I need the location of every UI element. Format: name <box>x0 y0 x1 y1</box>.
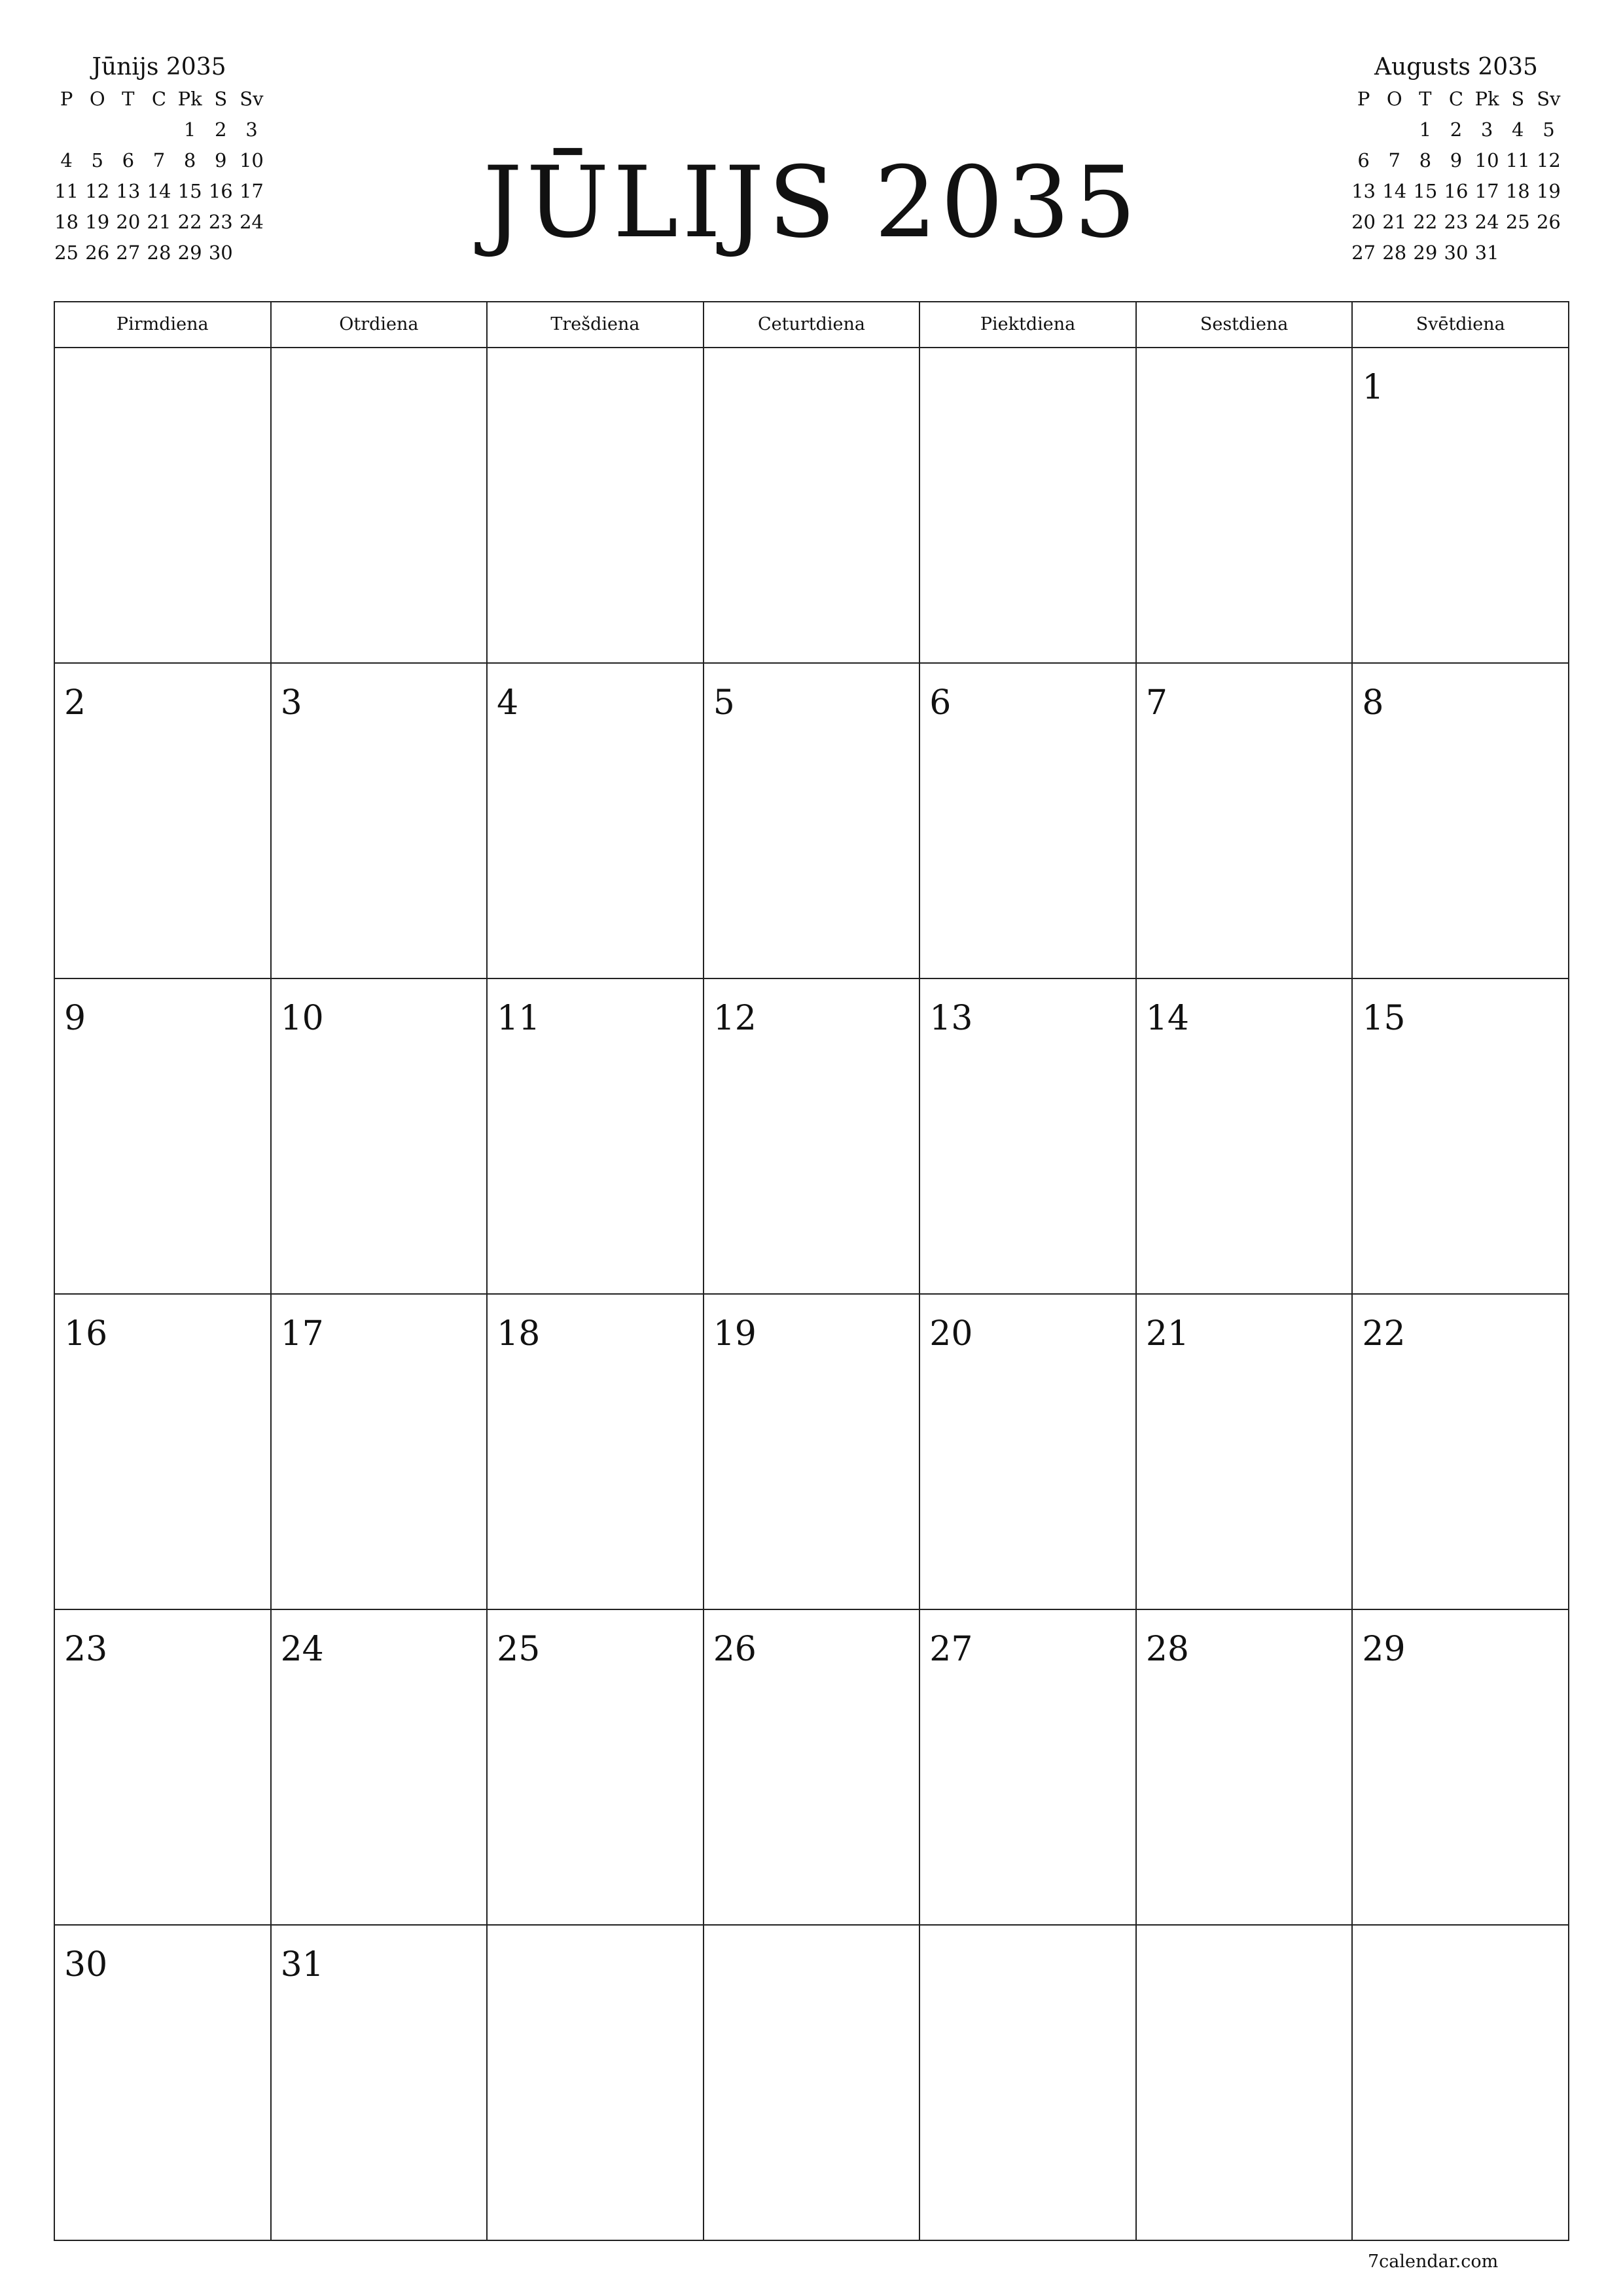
mini-day: 29 <box>1413 242 1438 264</box>
day-number: 13 <box>929 999 973 1038</box>
day-number: 29 <box>1362 1630 1406 1669</box>
mini-day <box>1348 115 1379 145</box>
week-row <box>55 1295 1569 1610</box>
day-cell <box>272 1926 488 2241</box>
mini-day: 8 <box>1419 149 1432 171</box>
mini-day: 26 <box>85 242 110 264</box>
mini-day: 30 <box>1444 242 1469 264</box>
day-cell <box>1137 1295 1353 1610</box>
mini-day: 13 <box>116 180 141 202</box>
mini-day: 8 <box>183 149 196 171</box>
day-cell <box>704 664 921 979</box>
mini-day: 9 <box>1450 149 1463 171</box>
mini-day: 11 <box>1505 149 1530 171</box>
mini-day: 27 <box>1351 242 1376 264</box>
mini-day: 10 <box>239 149 264 171</box>
day-cell <box>920 1610 1137 1926</box>
mini-weekday: O <box>89 88 105 110</box>
mini-day: 15 <box>1413 180 1438 202</box>
day-number: 15 <box>1362 999 1406 1038</box>
mini-day: 23 <box>1444 211 1469 233</box>
mini-day: 4 <box>60 149 73 171</box>
mini-day: 14 <box>1382 180 1407 202</box>
mini-day: 17 <box>1474 180 1499 202</box>
mini-day: 5 <box>1543 118 1555 141</box>
mini-day: 2 <box>215 118 227 141</box>
day-cell <box>488 1926 704 2241</box>
day-number: 31 <box>280 1945 324 1984</box>
day-number: 22 <box>1362 1314 1406 1354</box>
day-cell <box>272 348 488 664</box>
mini-weekday: S <box>1511 88 1525 110</box>
weekday-header-row <box>55 302 1569 348</box>
mini-day: 6 <box>1357 149 1370 171</box>
day-number: 24 <box>280 1630 324 1669</box>
mini-day: 28 <box>1382 242 1407 264</box>
mini-day: 6 <box>122 149 135 171</box>
mini-weekday: Sv <box>1537 88 1561 110</box>
day-cell <box>1353 979 1569 1295</box>
day-cell <box>272 1295 488 1610</box>
day-number: 17 <box>280 1314 324 1354</box>
day-cell <box>1137 979 1353 1295</box>
mini-day: 25 <box>1505 211 1530 233</box>
day-cell <box>55 1926 272 2241</box>
mini-day: 1 <box>183 118 196 141</box>
mini-day: 13 <box>1351 180 1376 202</box>
day-number: 20 <box>929 1314 973 1354</box>
week-row <box>55 979 1569 1295</box>
mini-day: 7 <box>152 149 166 171</box>
day-number: 10 <box>280 999 324 1038</box>
day-cell <box>704 1926 921 2241</box>
mini-day: 15 <box>177 180 202 202</box>
weekday-header-sunday: Svētdiena <box>1353 302 1569 348</box>
day-cell <box>488 1295 704 1610</box>
day-cell <box>55 664 272 979</box>
day-cell <box>488 979 704 1295</box>
day-cell <box>1137 1926 1353 2241</box>
mini-day <box>1379 115 1410 145</box>
month-grid <box>54 301 1569 2241</box>
mini-day: 23 <box>208 211 233 233</box>
day-cell <box>272 664 488 979</box>
day-number: 2 <box>64 683 86 723</box>
day-number: 14 <box>1145 999 1190 1038</box>
mini-weekday: S <box>214 88 228 110</box>
mini-day: 17 <box>239 180 264 202</box>
week-row <box>55 1926 1569 2241</box>
mini-weekday: T <box>1419 88 1432 110</box>
day-cell <box>1137 664 1353 979</box>
weekday-header-wednesday: Trešdiena <box>488 302 704 348</box>
mini-day: 7 <box>1388 149 1400 171</box>
day-number: 25 <box>497 1630 541 1669</box>
day-cell <box>272 1610 488 1926</box>
mini-day: 19 <box>1536 180 1561 202</box>
mini-weekday: Pk <box>177 88 202 110</box>
mini-weekday: C <box>151 88 167 110</box>
day-cell <box>1353 1295 1569 1610</box>
mini-day: 3 <box>1480 118 1493 141</box>
mini-calendar-next-month <box>1348 51 1564 268</box>
mini-day: 3 <box>245 118 258 141</box>
mini-day: 14 <box>147 180 171 202</box>
footer-watermark: 7calendar.com <box>1368 2251 1499 2272</box>
mini-day: 1 <box>1419 118 1432 141</box>
mini-day: 25 <box>54 242 79 264</box>
mini-day: 9 <box>215 149 227 171</box>
mini-day: 18 <box>54 211 79 233</box>
day-cell <box>1137 348 1353 664</box>
day-number: 26 <box>713 1630 757 1669</box>
mini-day: 2 <box>1450 118 1463 141</box>
mini-day: 5 <box>91 149 103 171</box>
day-cell <box>55 348 272 664</box>
mini-weekday: Sv <box>240 88 264 110</box>
day-cell <box>920 664 1137 979</box>
day-number: 5 <box>713 683 735 723</box>
mini-day: 20 <box>1351 211 1376 233</box>
mini-weekday: Pk <box>1474 88 1499 110</box>
weekday-header-thursday: Ceturtdiena <box>704 302 921 348</box>
mini-day: 4 <box>1512 118 1524 141</box>
day-cell <box>920 1926 1137 2241</box>
mini-day: 19 <box>85 211 110 233</box>
mini-day: 21 <box>1382 211 1407 233</box>
mini-calendar-title: Augusts 2035 <box>1374 54 1538 81</box>
mini-weekday: C <box>1448 88 1464 110</box>
day-cell <box>704 979 921 1295</box>
day-number: 27 <box>929 1630 973 1669</box>
day-cell <box>920 348 1137 664</box>
mini-day: 29 <box>177 242 202 264</box>
mini-day: 10 <box>1474 149 1499 171</box>
mini-weekday: O <box>1386 88 1402 110</box>
day-cell <box>704 1295 921 1610</box>
day-number: 11 <box>497 999 541 1038</box>
day-number: 30 <box>64 1945 108 1984</box>
mini-weekday: P <box>60 88 73 110</box>
mini-day: 16 <box>208 180 233 202</box>
mini-day: 22 <box>177 211 202 233</box>
mini-day: 24 <box>1474 211 1499 233</box>
mini-day: 31 <box>1474 242 1499 264</box>
week-row <box>55 664 1569 979</box>
day-number: 18 <box>497 1314 541 1354</box>
mini-day <box>1533 238 1564 268</box>
day-number: 19 <box>713 1314 757 1354</box>
mini-calendar-title: Jūnijs 2035 <box>92 54 226 81</box>
day-cell <box>1137 1610 1353 1926</box>
mini-day: 16 <box>1444 180 1469 202</box>
day-number: 6 <box>929 683 952 723</box>
day-number: 3 <box>280 683 302 723</box>
day-cell <box>272 979 488 1295</box>
day-cell <box>920 979 1137 1295</box>
day-cell <box>1353 664 1569 979</box>
mini-day: 20 <box>116 211 141 233</box>
mini-weekday: P <box>1357 88 1370 110</box>
mini-day: 28 <box>147 242 171 264</box>
day-cell <box>55 1610 272 1926</box>
day-cell <box>1353 348 1569 664</box>
mini-day: 24 <box>239 211 264 233</box>
mini-day: 30 <box>208 242 233 264</box>
weekday-header-friday: Piektdiena <box>920 302 1137 348</box>
day-cell <box>488 348 704 664</box>
day-number: 4 <box>497 683 519 723</box>
day-number: 12 <box>713 999 757 1038</box>
day-number: 21 <box>1145 1314 1190 1354</box>
day-number: 8 <box>1362 683 1384 723</box>
mini-day <box>1503 238 1533 268</box>
week-row <box>55 348 1569 664</box>
mini-day: 11 <box>54 180 79 202</box>
day-cell <box>55 1295 272 1610</box>
mini-day: 18 <box>1505 180 1530 202</box>
mini-day: 26 <box>1536 211 1561 233</box>
day-number: 16 <box>64 1314 108 1354</box>
mini-day: 21 <box>147 211 171 233</box>
mini-day: 12 <box>1536 149 1561 171</box>
weekday-header-monday: Pirmdiena <box>55 302 272 348</box>
day-cell <box>55 979 272 1295</box>
day-cell <box>704 348 921 664</box>
day-number: 1 <box>1362 368 1384 407</box>
mini-day: 27 <box>116 242 141 264</box>
week-row <box>55 1610 1569 1926</box>
month-title: JŪLIJS 2035 <box>483 146 1140 260</box>
day-number: 23 <box>64 1630 108 1669</box>
mini-weekday: T <box>122 88 135 110</box>
day-cell <box>704 1610 921 1926</box>
day-cell <box>488 664 704 979</box>
weekday-header-tuesday: Otrdiena <box>272 302 488 348</box>
mini-calendar-grid <box>1348 84 1564 268</box>
day-cell <box>1353 1610 1569 1926</box>
day-cell <box>1353 1926 1569 2241</box>
mini-day: 12 <box>85 180 110 202</box>
day-number: 7 <box>1145 683 1168 723</box>
weekday-header-saturday: Sestdiena <box>1137 302 1353 348</box>
day-cell <box>920 1295 1137 1610</box>
day-cell <box>488 1610 704 1926</box>
day-number: 28 <box>1145 1630 1190 1669</box>
mini-day: 22 <box>1413 211 1438 233</box>
day-number: 9 <box>64 999 86 1038</box>
